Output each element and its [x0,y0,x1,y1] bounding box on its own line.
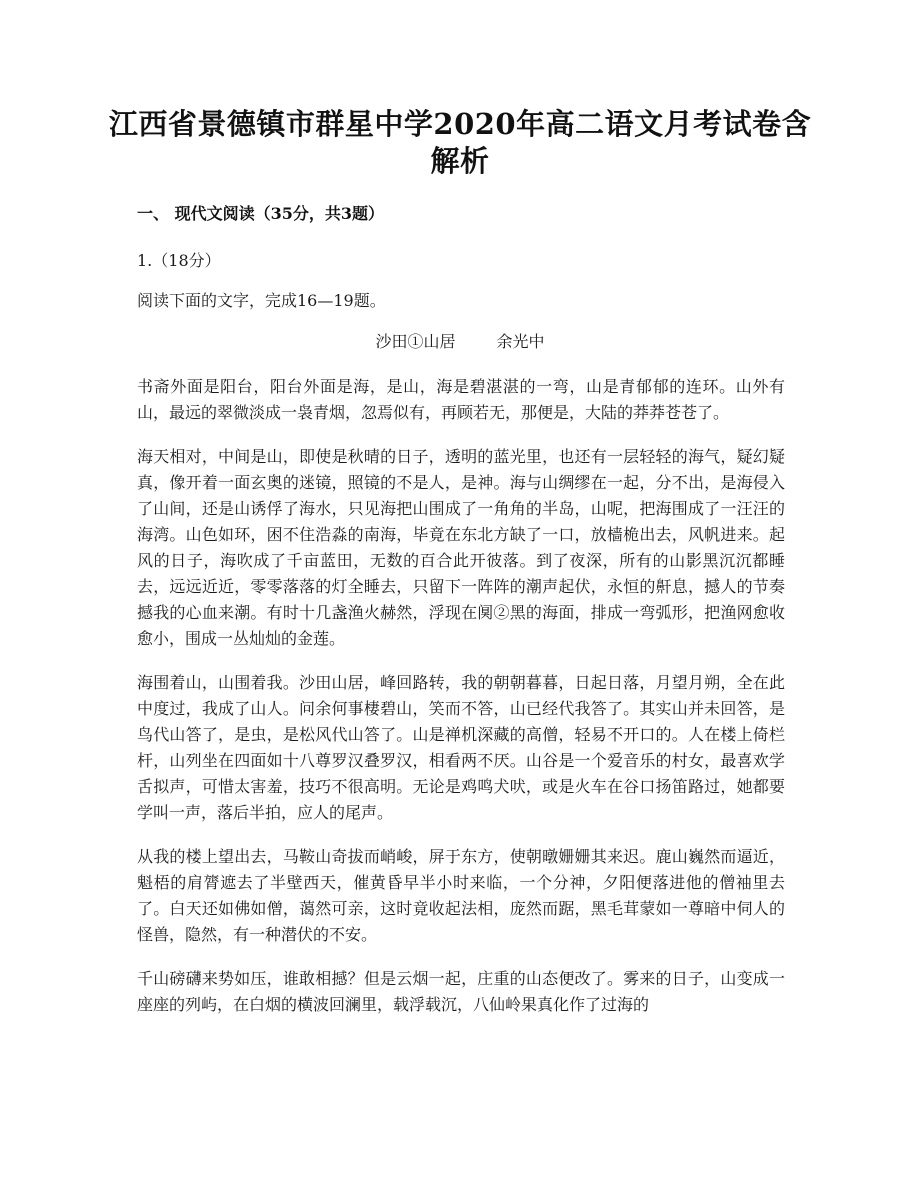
paragraph: 海天相对，中间是山，即使是秋晴的日子，透明的蓝光里，也还有一层轻轻的海气，疑幻疑真，像开着一面玄奥的迷镜，照镜的不是人，是神。海与山绸缪在一起，分不出，是海侵入了山间，还是山诱俘了海水，只见海把山围成了一角角的半岛，山呢，把海围成了一汪汪的海湾。山色如环，困不住浩淼的南海，毕竟在东北方缺了一口，放樯桅出去，风帆进来。起风的日子，海吹成了千亩蓝田，无数的百合此开彼落。到了夜深，所有的山影黑沉沉都睡去，远远近近，零零落落的灯全睡去，只留下一阵阵的潮声起伏，永恒的鼾息，撼人的节奏撼我的心血来潮。有时十几盏渔火赫然，浮现在阒②黑的海面，排成一弯弧形，把渔网愈收愈小，围成一丛灿灿的金莲。 [137,447,785,648]
paragraph: 海围着山，山围着我。沙田山居，峰回路转，我的朝朝暮暮，日起日落，月望月朔，全在此中度过，我成了山人。问余何事棲碧山，笑而不答，山已经代我答了。其实山并未回答，是鸟代山答了，是虫，是松风代山答了。山是禅机深藏的高僧，轻易不开口的。人在楼上倚栏杆，山列坐在四面如十八尊罗汉叠罗汉，相看两不厌。山谷是一个爱音乐的村女，最喜欢学舌拟声，可惜太害羞，技巧不很高明。无论是鸡鸣犬吠，或是火车在谷口扬笛路过，她都要学叫一声，落后半拍，应人的尾声。 [137,673,785,822]
essay-author: 余光中 [496,332,545,351]
paragraph: 千山磅礴来势如压，谁敢相撼？但是云烟一起，庄重的山态便改了。雾来的日子，山变成一座座的列屿，在白烟的横波回澜里，载浮载沉，八仙岭果真化作了过海的 [137,969,785,1014]
document-title: 江西省景德镇市群星中学2020年高二语文月考试卷含解析 [108,107,812,178]
essay-heading [0,331,920,353]
reading-instruction: 阅读下面的文字，完成16—19题。 [137,291,386,310]
question-number: 1.（18分） [137,251,221,270]
essay-title: 沙田①山居 [375,332,456,351]
paragraph: 书斋外面是阳台，阳台外面是海，是山，海是碧湛湛的一弯，山是青郁郁的连环。山外有山，最远的翠微淡成一袅青烟，忽焉似有，再顾若无，那便是，大陆的莽莽苍苍了。 [137,377,785,422]
section-heading: 一、 现代文阅读（35分，共3题） [137,204,384,223]
essay-body [137,374,785,1036]
paragraph: 从我的楼上望出去，马鞍山奇拔而峭峻，屏于东方，使朝暾姗姗其来迟。鹿山巍然而逼近，魁梧的肩膂遮去了半壁西天，催黄昏早半小时来临，一个分神，夕阳便落进他的僧袖里去了。白天还如佛如僧，蔼然可亲，这时竟收起法相，庞然而踞，黑毛茸蒙如一尊暗中伺人的怪兽，隐然，有一种潜伏的不安。 [137,847,785,944]
